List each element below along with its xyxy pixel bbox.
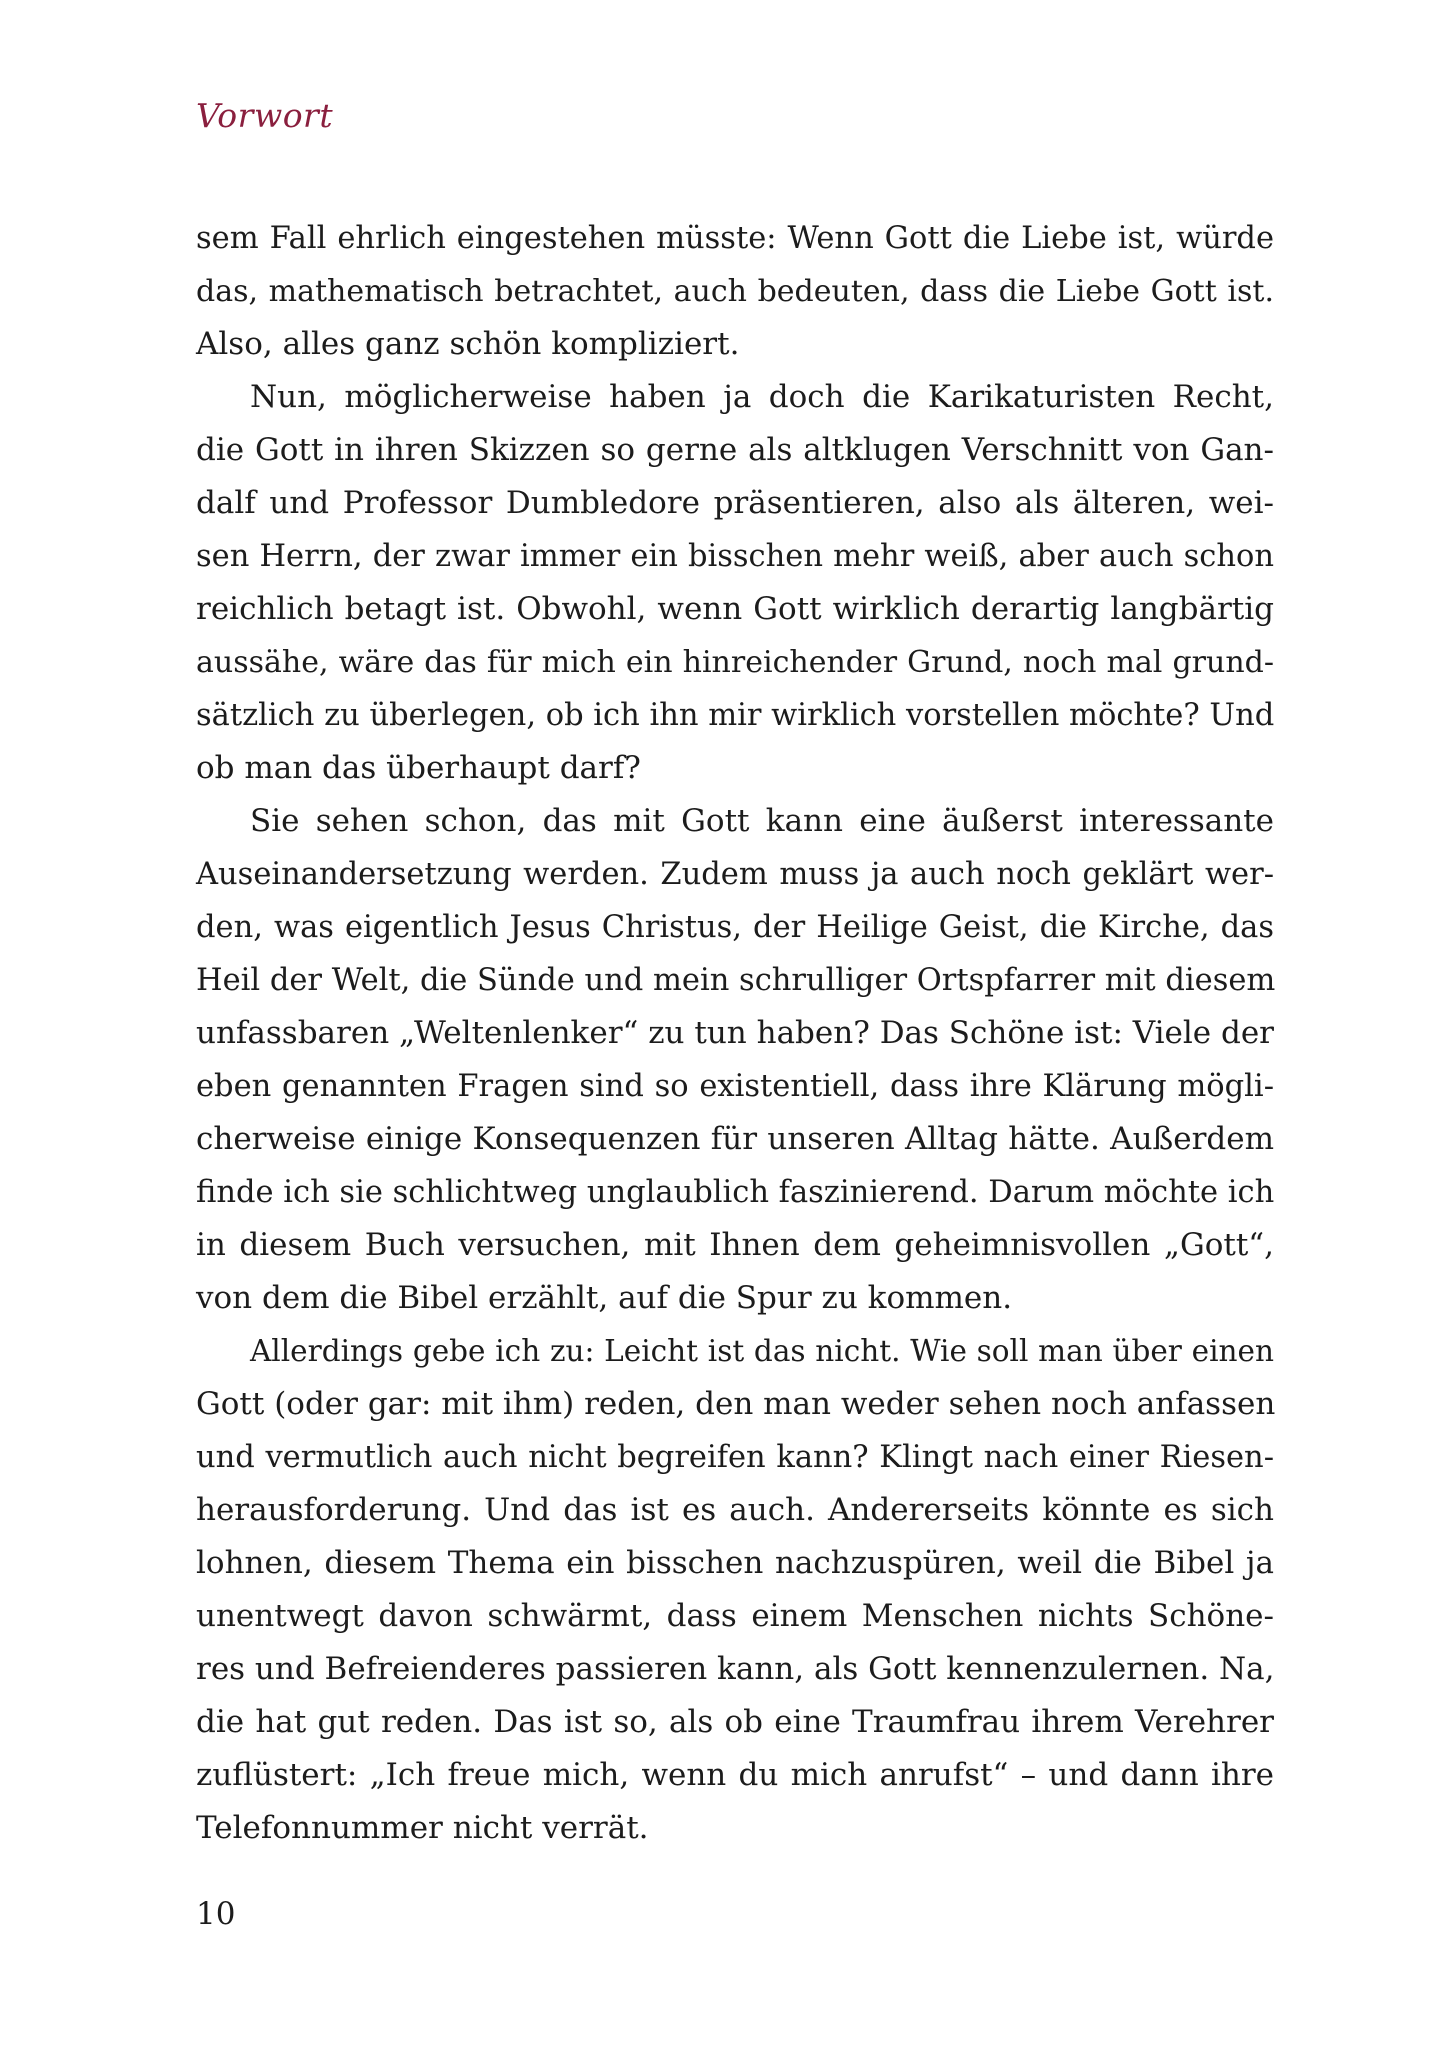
text-line: aussähe, wäre das für mich ein hinreichender Grund, noch mal grund-	[196, 645, 1274, 680]
text-line: in diesem Buch versuchen, mit Ihnen dem geheimnisvollen „Gott“,	[196, 1227, 1274, 1263]
text-line: Heil der Welt, die Sünde und mein schrulliger Ortspfarrer mit diesem	[196, 963, 1276, 998]
text-line: dalf und Professor Dumbledore präsentieren, also als älteren, wei-	[196, 485, 1274, 521]
text-line: finde ich sie schlichtweg unglaublich faszinierend. Darum möchte ich	[196, 1175, 1275, 1210]
text-line: Auseinandersetzung werden. Zudem muss ja auch noch geklärt wer-	[196, 857, 1274, 892]
text-line: Gott (oder gar: mit ihm) reden, den man weder sehen noch anfassen	[196, 1386, 1276, 1422]
text-line: und vermutlich auch nicht begreifen kann? Klingt nach einer Riesen-	[196, 1440, 1274, 1475]
text-line: sem Fall ehrlich eingestehen müsste: Wenn Gott die Liebe ist, würde	[196, 221, 1274, 256]
text-line: unentwegt davon schwärmt, dass einem Menschen nichts Schöne-	[196, 1598, 1274, 1634]
text-line: lohnen, diesem Thema ein bisschen nachzuspüren, weil die Bibel ja	[196, 1545, 1274, 1581]
paragraph	[196, 371, 1274, 795]
text-line: res und Befreienderes passieren kann, als Gott kennenzulernen. Na,	[196, 1651, 1275, 1687]
text-line: cherweise einige Konsequenzen für unseren Alltag hätte. Außerdem	[196, 1121, 1274, 1157]
text-line: den, was eigentlich Jesus Christus, der Heilige Geist, die Kirche, das	[196, 910, 1274, 945]
text-line: Telefonnummer nicht verrät.	[196, 1810, 649, 1846]
text-line: herausforderung. Und das ist es auch. Andererseits könnte es sich	[196, 1492, 1274, 1528]
text-line: sätzlich zu überlegen, ob ich ihn mir wirklich vorstellen möchte? Und	[196, 698, 1275, 733]
body-text	[196, 212, 1274, 1855]
page-number: 10	[196, 1896, 236, 1932]
text-line: sen Herrn, der zwar immer ein bisschen mehr weiß, aber auch schon	[196, 539, 1274, 574]
paragraph	[196, 212, 1274, 371]
text-line: unfassbaren „Weltenlenker“ zu tun haben? Das Schöne ist: Viele der	[196, 1015, 1274, 1051]
text-line: ob man das überhaupt darf?	[196, 750, 641, 786]
paragraph	[196, 1325, 1274, 1855]
text-line: Sie sehen schon, das mit Gott kann eine äußerst interessante	[250, 803, 1274, 839]
text-line: die hat gut reden. Das ist so, als ob eine Traumfrau ihrem Verehrer	[196, 1704, 1274, 1740]
text-line: Also, alles ganz schön kompliziert.	[196, 326, 740, 362]
text-line: von dem die Bibel erzählt, auf die Spur zu kommen.	[196, 1280, 1013, 1316]
text-line: Allerdings gebe ich zu: Leicht ist das nicht. Wie soll man über einen	[250, 1334, 1274, 1368]
text-line: zuflüstert: „Ich freue mich, wenn du mich anrufst“ – und dann ihre	[196, 1757, 1274, 1793]
running-head: Vorwort	[196, 96, 334, 135]
text-line: die Gott in ihren Skizzen so gerne als altklugen Verschnitt von Gan-	[196, 432, 1274, 468]
text-line: das, mathematisch betrachtet, auch bedeuten, dass die Liebe Gott ist.	[196, 274, 1274, 309]
text-line: eben genannten Fragen sind so existentiell, dass ihre Klärung mögli-	[196, 1069, 1274, 1104]
paragraph	[196, 795, 1274, 1325]
text-line: Nun, möglicherweise haben ja doch die Karikaturisten Recht,	[250, 379, 1274, 415]
text-line: reichlich betagt ist. Obwohl, wenn Gott wirklich derartig langbärtig	[196, 591, 1274, 627]
